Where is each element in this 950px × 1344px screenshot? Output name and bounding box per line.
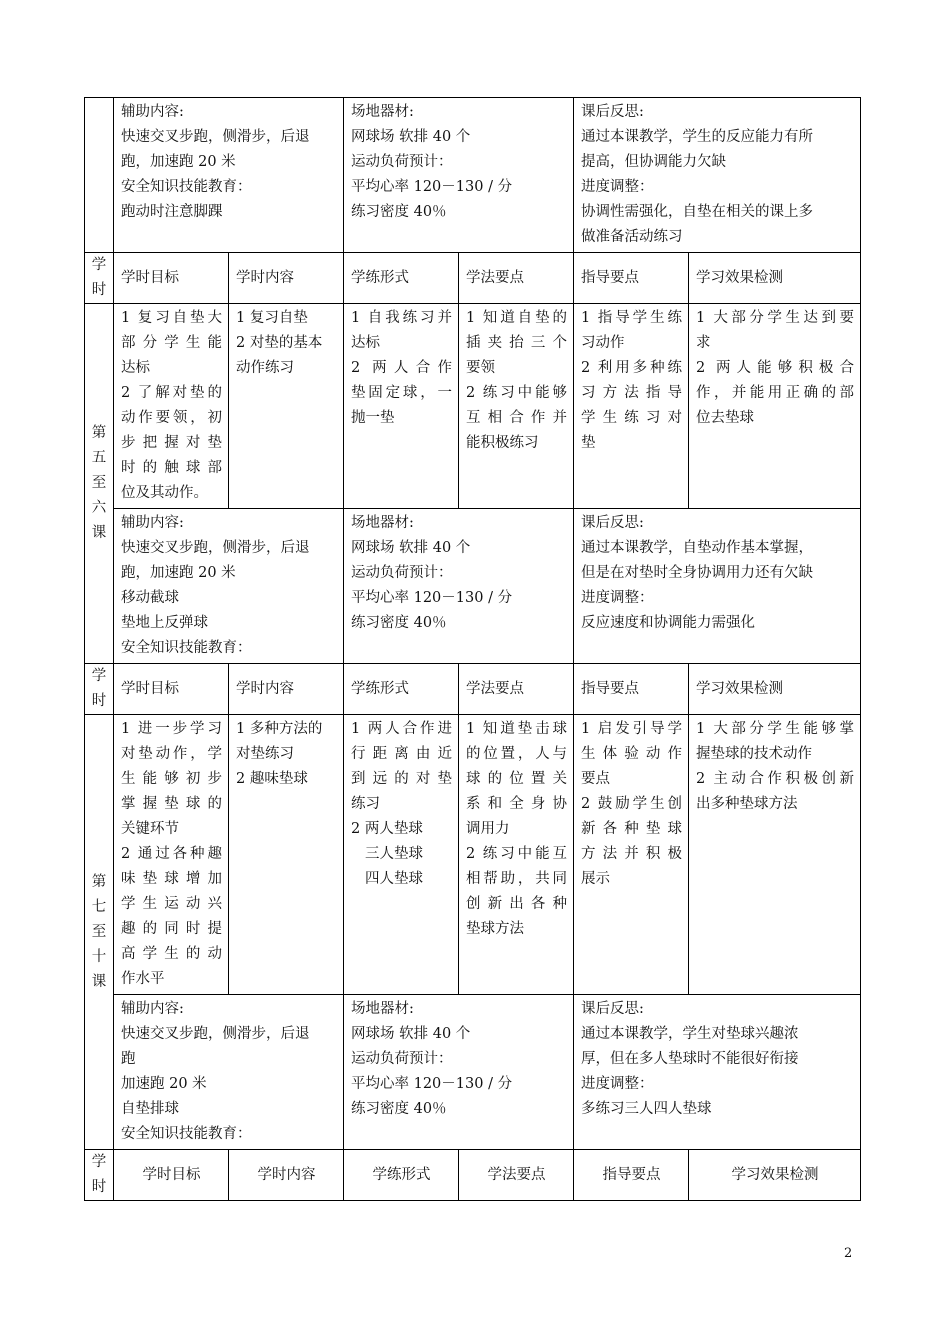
content-cell: 1 多种方法的 对垫练习 2 趣味垫球: [229, 715, 344, 995]
auxiliary-row: [85, 98, 861, 253]
side-cell-empty: [85, 98, 114, 253]
header-row: [85, 664, 861, 715]
auxiliary-line: 快速交叉步跑，侧滑步，后退: [121, 129, 310, 145]
guide-cell: 1 指导学生练 习动作 2 利用多种练 习方法指导 学生练习对 垫: [574, 304, 689, 509]
reflection-title: 课后反思:: [581, 104, 644, 120]
reflection-cell: 课后反思: 通过本课教学，学生对垫球兴趣浓 厚，但在多人垫球时不能很好衔接 进度调整： 多练习三人四人垫球: [574, 995, 861, 1150]
reflection-title: 课后反思:: [581, 1001, 644, 1017]
lesson-plan-table: [84, 97, 861, 1201]
venue-title: 场地器材:: [351, 104, 414, 120]
lesson-side-label: 第七至十课: [85, 715, 114, 1150]
header-goal: 学时目标: [114, 664, 229, 715]
reflection-cell: [574, 98, 861, 253]
effect-cell: 1 大部分学生能够掌 握垫球的技术动作 2 主动合作积极创新 出多种垫球方法: [689, 715, 861, 995]
header-method: 学法要点: [459, 664, 574, 715]
header-guide: 指导要点: [574, 664, 689, 715]
form-cell: 1 自我练习并 达标 2 两人合作 垫固定球，一 抛一垫: [344, 304, 459, 509]
header-row: [85, 1150, 861, 1201]
venue-line: 练习密度 40％: [351, 204, 447, 220]
lesson-plan-document: [84, 97, 860, 1201]
auxiliary-line: 安全知识技能教育：: [121, 179, 252, 195]
auxiliary-content-cell: [114, 98, 344, 253]
goal-cell: 1 进一步学习 对垫动作，学 生能够初步 掌握垫球的 关键环节 2 通过各种趣 味垫球增加 学生运动兴 趣的同时提 高学生的动 作水平: [114, 715, 229, 995]
header-method: 学法要点: [459, 1150, 574, 1201]
reflection-line: 做准备活动练习: [581, 229, 683, 245]
header-effect: 学习效果检测: [689, 664, 861, 715]
header-method: 学法要点: [459, 253, 574, 304]
header-effect: 学习效果检测: [689, 1150, 861, 1201]
lesson-row: [85, 715, 861, 995]
reflection-cell: 课后反思: 通过本课教学，自垫动作基本掌握， 但是在对垫时全身协调用力还有欠缺 进度调整： 反应速度和协调能力需强化: [574, 509, 861, 664]
header-goal: 学时目标: [114, 253, 229, 304]
header-guide: 指导要点: [574, 1150, 689, 1201]
header-form: 学练形式: [344, 253, 459, 304]
goal-cell: 1 复习自垫大 部分学生能 达标 2 了解对垫的 动作要领，初 步把握对垫 时的触球部 位及其动作。: [114, 304, 229, 509]
lesson-row: [85, 304, 861, 509]
venue-line: 网球场 软排 40 个: [351, 129, 471, 145]
venue-equipment-cell: 场地器材: 网球场 软排 40 个 运动负荷预计： 平均心率 120－130 / 分 练习密度 40％: [344, 509, 574, 664]
reflection-line: 协调性需强化，自垫在相关的课上多: [581, 204, 814, 220]
auxiliary-content-cell: 辅助内容: 快速交叉步跑，侧滑步，后退 跑，加速跑 20 米 移动截球 垫地上反弹球 安全知识技能教育：: [114, 509, 344, 664]
auxiliary-row: [85, 509, 861, 664]
header-form: 学练形式: [344, 1150, 459, 1201]
reflection-line: 进度调整：: [581, 179, 654, 195]
reflection-line: 提高，但协调能力欠缺: [581, 154, 727, 170]
auxiliary-row: [85, 995, 861, 1150]
venue-line: 运动负荷预计：: [351, 154, 453, 170]
header-form: 学练形式: [344, 664, 459, 715]
auxiliary-line: 跑动时注意脚踝: [121, 204, 223, 220]
header-goal: 学时目标: [114, 1150, 229, 1201]
header-side-label: 学时: [85, 664, 114, 715]
reflection-title: 课后反思:: [581, 515, 644, 531]
venue-title: 场地器材:: [351, 515, 414, 531]
auxiliary-title: 辅助内容:: [121, 515, 184, 531]
guide-cell: 1 启发引导学 生体验动作 要点 2 鼓励学生创 新各种垫球 方法并积极 展示: [574, 715, 689, 995]
header-content: 学时内容: [229, 664, 344, 715]
venue-title: 场地器材:: [351, 1001, 414, 1017]
auxiliary-title: 辅助内容:: [121, 1001, 184, 1017]
auxiliary-content-cell: 辅助内容: 快速交叉步跑，侧滑步，后退 跑 加速跑 20 米 自垫排球 安全知识技能教育：: [114, 995, 344, 1150]
venue-equipment-cell: 场地器材: 网球场 软排 40 个 运动负荷预计： 平均心率 120－130 / 分 练习密度 40％: [344, 995, 574, 1150]
header-side-label: 学时: [85, 253, 114, 304]
header-row: [85, 253, 861, 304]
auxiliary-line: 跑，加速跑 20 米: [121, 154, 236, 170]
header-guide: 指导要点: [574, 253, 689, 304]
header-content: 学时内容: [229, 253, 344, 304]
form-cell: 1 两人合作进 行距离由近 到远的对垫 练习 2 两人垫球 三人垫球 四人垫球: [344, 715, 459, 995]
header-content: 学时内容: [229, 1150, 344, 1201]
effect-cell: 1 大部分学生达到要 求 2 两人能够积极合 作，并能用正确的部 位去垫球: [689, 304, 861, 509]
content-cell: 1 复习自垫 2 对垫的基本 动作练习: [229, 304, 344, 509]
venue-equipment-cell: [344, 98, 574, 253]
venue-line: 平均心率 120－130 / 分: [351, 179, 513, 195]
method-cell: 1 知道垫击球 的位置，人与 球的位置关 系和全身协 调用力 2 练习中能互 相帮助，共同 创新出各种 垫球方法: [459, 715, 574, 995]
header-side-label: 学时: [85, 1150, 114, 1201]
method-cell: 1 知道自垫的 插夹抬三个 要领 2 练习中能够 互相合作并 能积极练习: [459, 304, 574, 509]
lesson-side-label: 第五至六课: [85, 304, 114, 664]
page-number: 2: [844, 1246, 853, 1261]
reflection-line: 通过本课教学，学生的反应能力有所: [581, 129, 814, 145]
header-effect: 学习效果检测: [689, 253, 861, 304]
auxiliary-title: 辅助内容:: [121, 104, 184, 120]
